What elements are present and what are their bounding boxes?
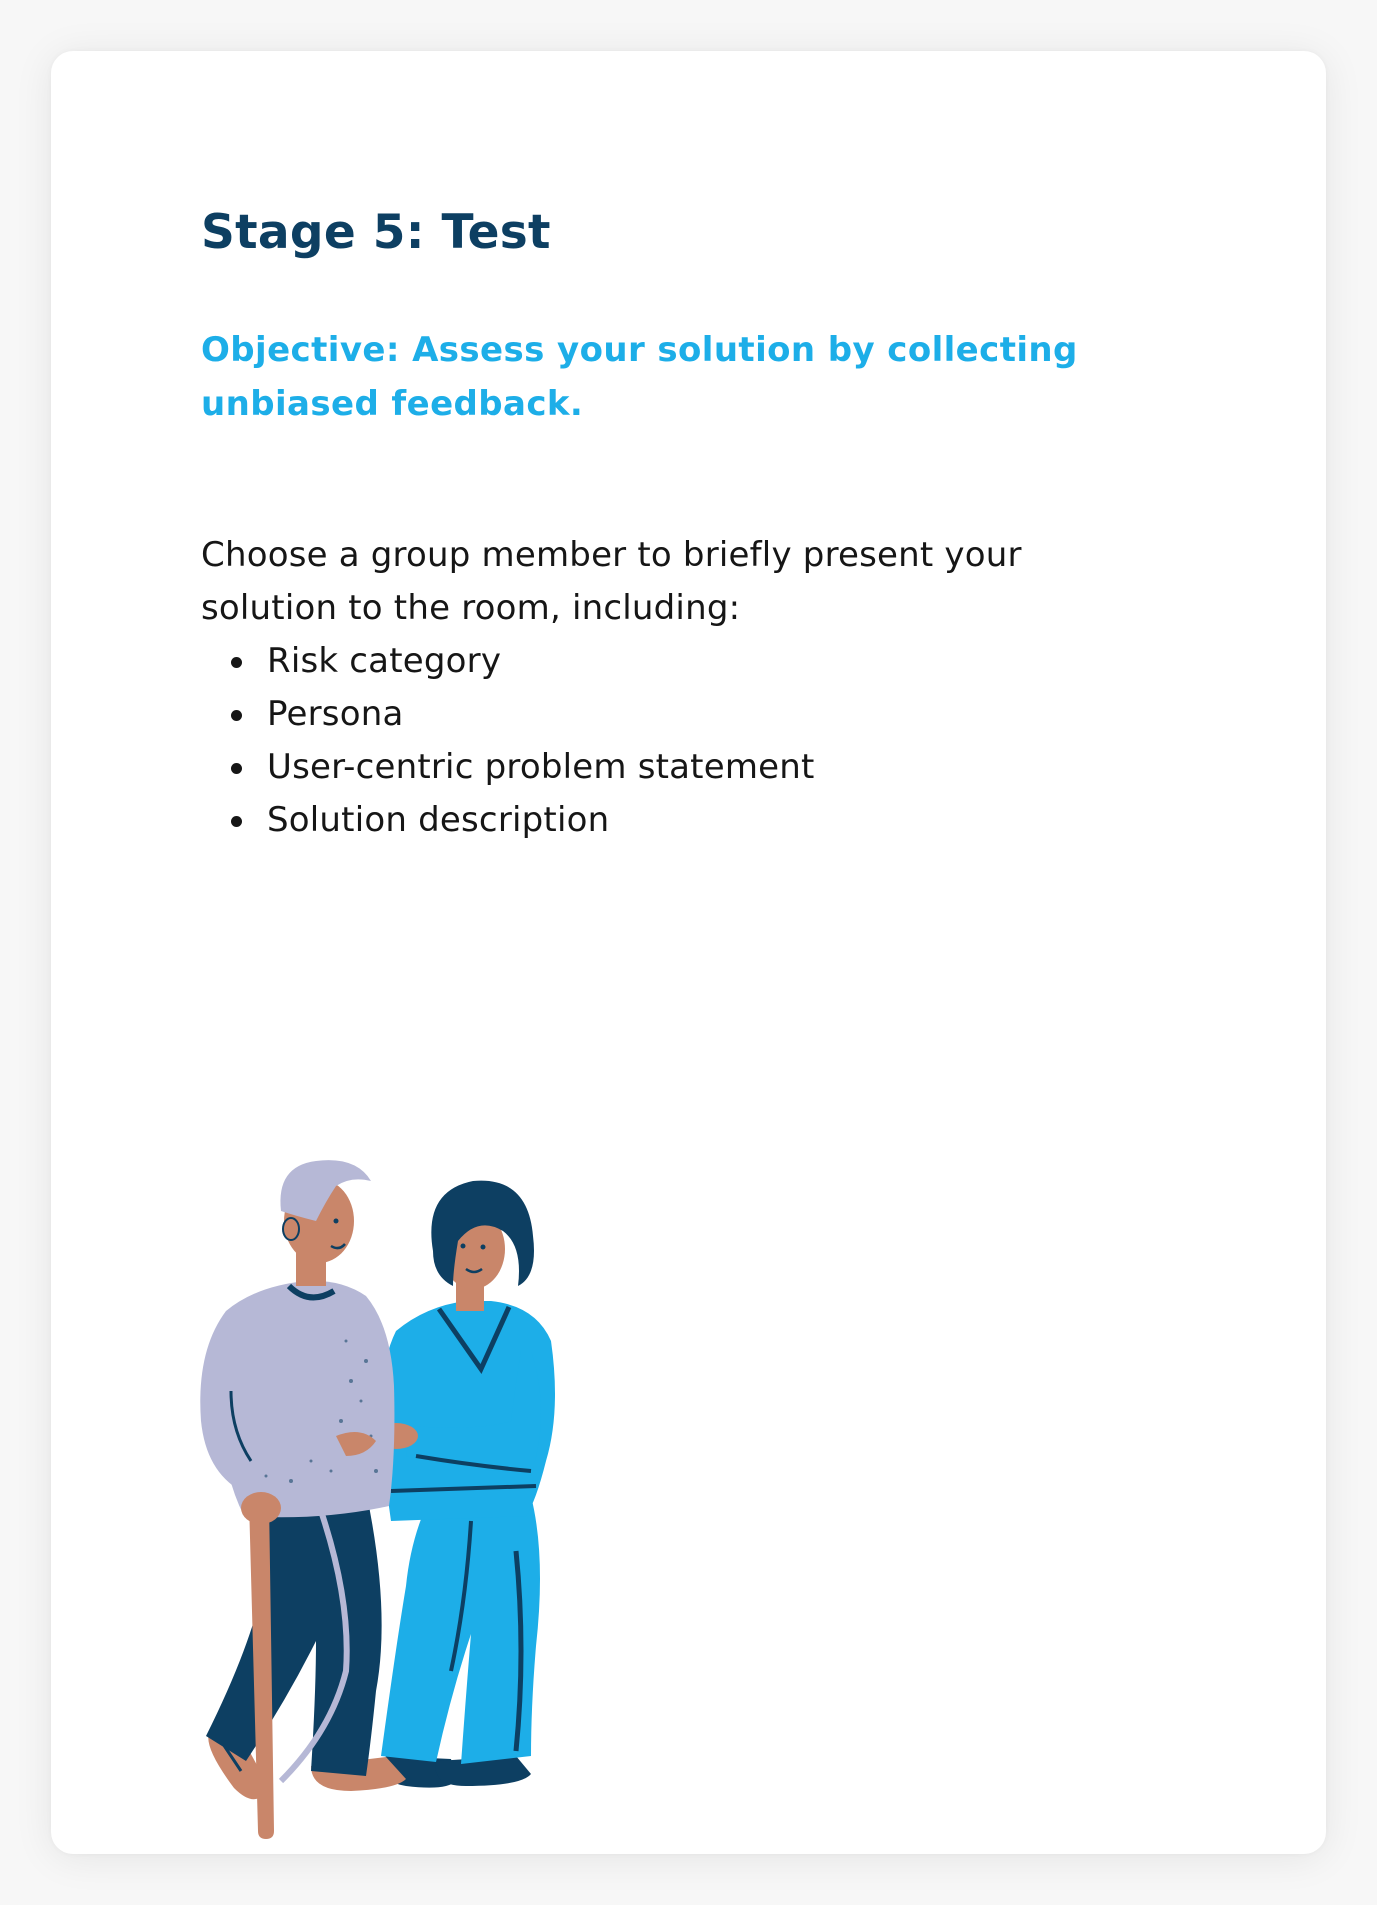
objective-text: Objective: Assess your solution by collecting unbiased feedback. [201,330,1078,424]
list-item [201,688,815,741]
intro-text: Choose a group member to briefly present your solution to the room, including: [201,535,1022,628]
list-item-label: Persona [267,694,404,734]
caregiver-figure [374,1181,555,1788]
list-item [201,794,815,847]
item-list [201,635,815,847]
list-item-label: User-centric problem statement [267,747,815,787]
stage-card [51,51,1326,1854]
bullet-icon [231,657,242,668]
stage-title: Stage 5: Test [201,205,551,260]
list-item-label: Risk category [267,641,502,681]
bullet-icon [231,816,242,827]
caregiver-illustration [171,1081,611,1861]
list-item-label: Solution description [267,800,610,840]
list-item [201,741,815,794]
elderly-man-figure [200,1160,406,1839]
bullet-icon [231,763,242,774]
bullet-icon [231,710,242,721]
list-item [201,635,815,688]
